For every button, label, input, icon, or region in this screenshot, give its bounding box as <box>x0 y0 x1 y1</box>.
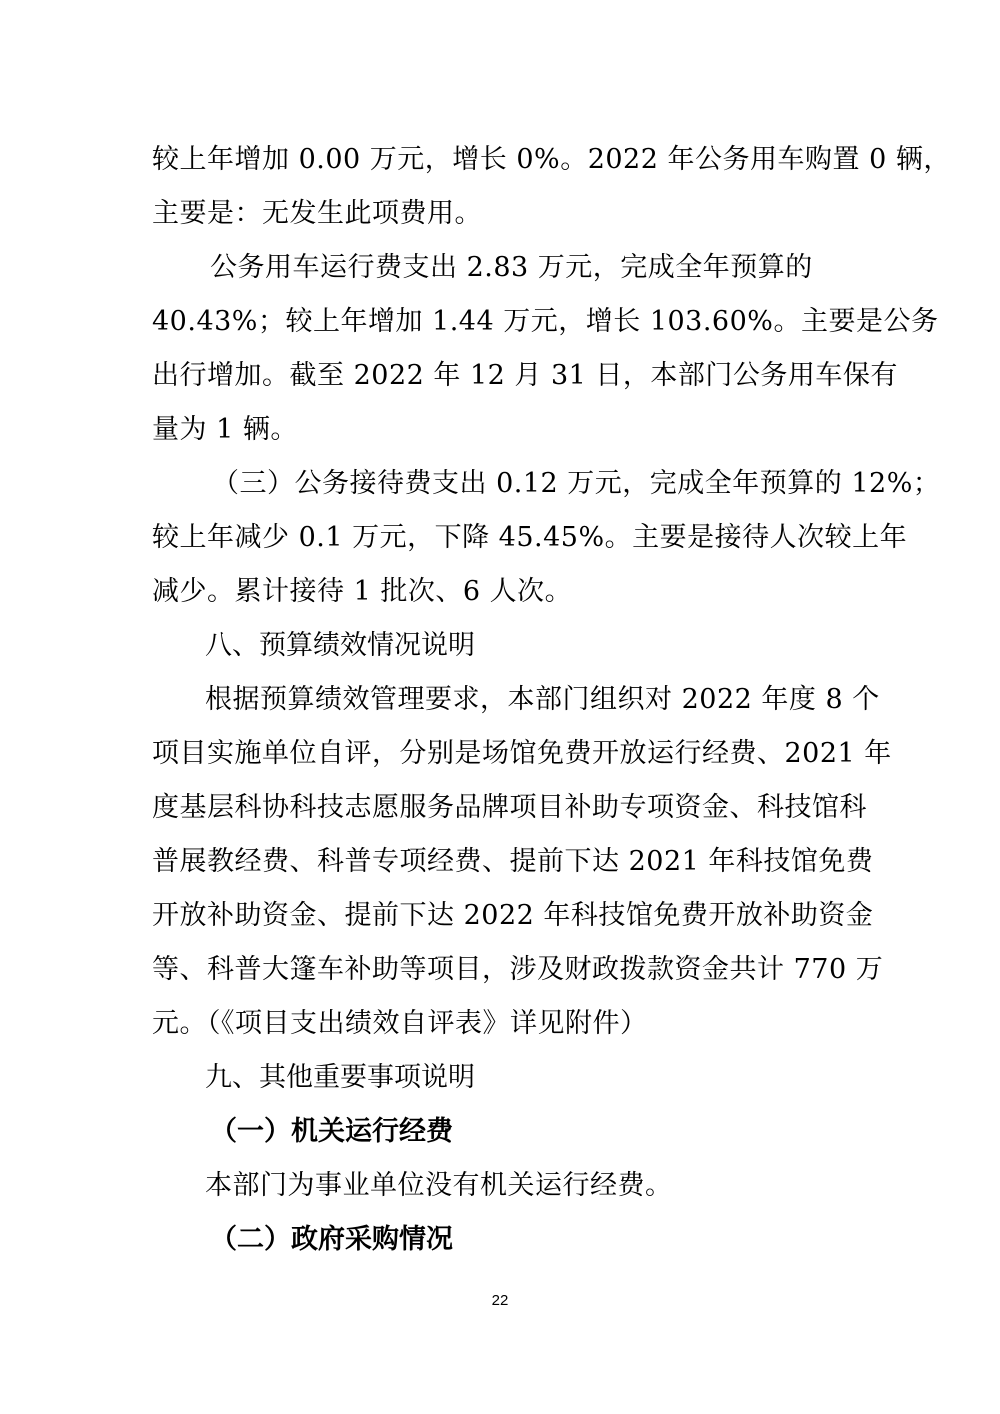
page-number: 22 <box>491 1292 509 1309</box>
section-heading: 八、预算绩效情况说明 <box>205 630 475 661</box>
text-line: 减少。累计接待 1 批次、6 人次。 <box>152 576 573 607</box>
text-line: 普展教经费、科普专项经费、提前下达 2021 年科技馆免费 <box>152 846 874 877</box>
section-heading: 九、其他重要事项说明 <box>205 1062 475 1093</box>
text-line: 40.43%；较上年增加 1.44 万元，增长 103.60%。主要是公务 <box>152 306 939 337</box>
text-line: 量为 1 辆。 <box>152 414 298 445</box>
text-line: 较上年增加 0.00 万元，增长 0%。2022 年公务用车购置 0 辆， <box>152 144 951 175</box>
subsection-heading: （一）机关运行经费 <box>210 1116 453 1147</box>
text-line: 较上年减少 0.1 万元，下降 45.45%。主要是接待人次较上年 <box>152 522 908 553</box>
text-line: 元。（《项目支出绩效自评表》详见附件） <box>152 1008 648 1039</box>
text-line: 开放补助资金、提前下达 2022 年科技馆免费开放补助资金 <box>152 900 874 931</box>
text-line: 根据预算绩效管理要求，本部门组织对 2022 年度 8 个 <box>205 684 880 715</box>
subsection-heading: （二）政府采购情况 <box>210 1224 453 1255</box>
text-line: 出行增加。截至 2022 年 12 月 31 日，本部门公务用车保有 <box>152 360 898 391</box>
text-line: 项目实施单位自评，分别是场馆免费开放运行经费、2021 年 <box>152 738 892 769</box>
text-line: （三）公务接待费支出 0.12 万元，完成全年预算的 12%； <box>212 468 941 499</box>
text-line: 公务用车运行费支出 2.83 万元，完成全年预算的 <box>210 252 813 283</box>
text-line: 度基层科协科技志愿服务品牌项目补助专项资金、科技馆科 <box>152 792 867 823</box>
text-line: 本部门为事业单位没有机关运行经费。 <box>205 1170 673 1201</box>
text-line: 等、科普大篷车补助等项目，涉及财政拨款资金共计 770 万 <box>152 954 884 985</box>
text-line: 主要是：无发生此项费用。 <box>152 198 482 229</box>
